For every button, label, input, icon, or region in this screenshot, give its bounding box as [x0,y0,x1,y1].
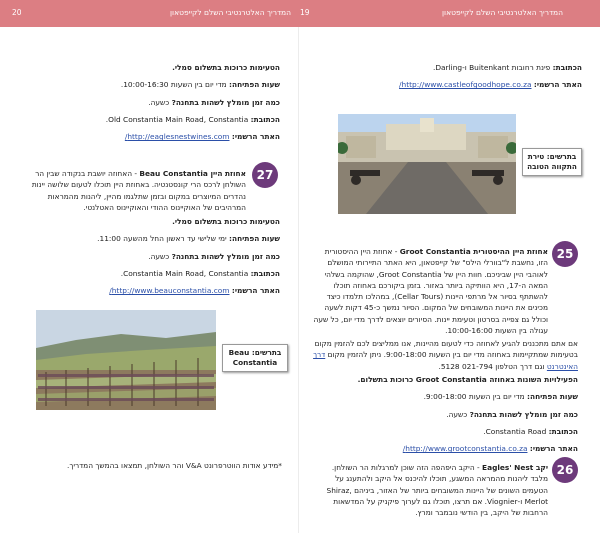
entry-25-title: אחוזת היין ההיסטורית Groot Constantia [399,247,548,256]
online-booking-link[interactable]: דרך האינטרנט [313,350,578,371]
hours-label: שעות הפתיחה: [527,392,578,402]
beau-constantia-caption: בתרשים: Beau Constantia [222,344,288,372]
time-label: כמה זמן מומלץ לשהות בתחנה? [171,97,280,107]
page-gutter [298,27,299,533]
entry-25-details [312,374,578,454]
entry-number-badge: 27 [252,162,278,188]
address-value: Constantia Main Road, Constantia. [120,268,249,278]
entry-27-title: אחוזת היין Beau Constantia [139,169,246,178]
website-label: האתר הרשמי: [231,132,280,142]
entry-25-text [312,246,548,336]
right-header-title: המדריך האלטרנטיבי השלם לקייפטאון [442,8,564,17]
castle-photo [338,114,516,214]
tastings-note: הטעימות כרוכות בתשלום סמלי. [172,63,280,72]
hours-value: ימי שלישי עד ראשון החל מהשעה 11:00. [97,234,227,244]
website-label: האתר הרשמי: [529,444,578,454]
castle-caption: בתרשים: טירת התקווה הטובה [522,148,582,176]
time-label: כמה זמן מומלץ לשהות בתחנה? [469,409,578,419]
website-label: האתר הרשמי: [231,286,280,296]
address-value: פינת רחובות Buitenkant ו-Darling. [432,63,551,72]
entry-27-details [20,216,280,296]
entry-27-text [20,168,246,213]
footnote: *מידע אודות הווטרפרונט V&A והר השולחן, תמצאו בהמשך המדריך. [67,461,282,470]
address-label: הכתובת: [552,63,582,72]
tastings-note: הטעימות כרוכות בתשלום סמלי. [172,217,280,226]
address-label: הכתובת: [250,268,280,278]
activities-note: הפעילויות השונות באחוזה Groot Constantia כרוכות בתשלום. [357,375,578,384]
entry-26-text [312,462,548,518]
hours-value: מדי יום בין השעות 10:00-16:30. [120,80,227,90]
address-value: Constantia Road. [483,426,547,436]
groot-constantia-website-link[interactable]: http://www.grootconstantia.co.za/ [402,444,528,454]
eagles-nest-website-link[interactable]: http://eaglesnestwines.com/ [124,132,230,142]
castle-info [312,62,582,91]
right-page-number: 19 [300,8,310,17]
eagles-nest-info [20,62,280,142]
time-value: כשעה. [148,97,170,107]
hours-label: שעות הפתיחה: [229,234,280,244]
time-value: כשעה. [148,251,170,261]
entry-number-badge: 25 [552,241,578,267]
website-label: האתר הרשמי: [533,80,582,90]
beau-constantia-website-link[interactable]: http://www.beauconstantia.com/ [109,286,230,296]
time-value: כשעה. [446,409,468,419]
entry-25-booking: אם אתם מתכננים להגיע לאחוזה כדי לטעום מהיינות, אנו ממליצים לכם להזמין מקום בטעימות שמתקיימות באחוזה מדי יום בין השעות 9:00-18:00. ניתן להזמין מקום דרך האינטרנט וגם דרך הטלפון 021-794 5128. [313,339,578,371]
entry-number-badge: 26 [552,457,578,483]
beau-constantia-photo [36,310,216,410]
entry-26-description: - היקב היפהפה הזה שוכן למרגלות הר השולחן. מלבד ליהנות מהמראה המשגע, תוכלו להיכנס אל היקב ולהתענג על הטעמים השונים של היינות המשובחים ביותר של האזור, ביניהם Shiraz, Merlot ו-Viognier. אם תרצו, תוכלו גם לערוך פיקניק על המדשאות הרחבות של היקב, בין הודשי נובמבר ומרץ. [326,463,548,518]
hours-value: מדי יום בין השעות 9:00-18:00. [423,392,525,402]
entry-27-description: - האחוזה יושבת בנקודה שבין הר השולחן לרכס הרי קונסטנטיה. באחוזת היין תוכלו לטעום שלושה יינות נהדרים המיוצרים במקום ובזמן שתלגמו מהיין, ליהנות מהמראות המרהיבים של האוקיינוס ההודי והאוקיינוס האטלנטי. [31,169,246,212]
address-label: הכתובת: [548,426,578,436]
entry-26-title: יקב Eagles' Nest [482,463,548,472]
entry-25-description: - אחוזת היין ההיסטורית הזו, נחשבת ל"בוורלי הילס" של קייפטאון, היא האתר התיירותי המושלם לאוהבי היין שביניכם. חוות היין של Groot Constantia, שהוקמה בשלהי המאה ה-17, היא הוותיקה ביותר באזור. בזמן ביקורכם באחוזה תוכלו להשתתף בסיור אל מרתפי היינות (Cellar Tours), במהלכו תלמדו כיצד מכינים את היינות המשובחים של המקום. הסיור נמשך כ-45 דקות לשעה וכולל גם צפייה בסרטון וטעימת יינות. הסיורים יוצאים לדרך מדי יום, כל שעה עגולה בין השעות 10:00-16:00. [313,247,548,336]
hours-label: שעות הפתיחה: [229,80,280,90]
address-label: הכתובת: [250,114,280,124]
left-page-number: 20 [12,8,22,17]
page-header [0,0,600,27]
time-label: כמה זמן מומלץ לשהות בתחנה? [171,251,280,261]
left-header-title: המדריך האלטרנטיבי השלם לקייפטאון [170,8,292,17]
castle-website-link[interactable]: http://www.castleofgoodhope.co.za/ [399,80,532,90]
address-value: Old Constantia Main Road, Constantia. [105,114,249,124]
